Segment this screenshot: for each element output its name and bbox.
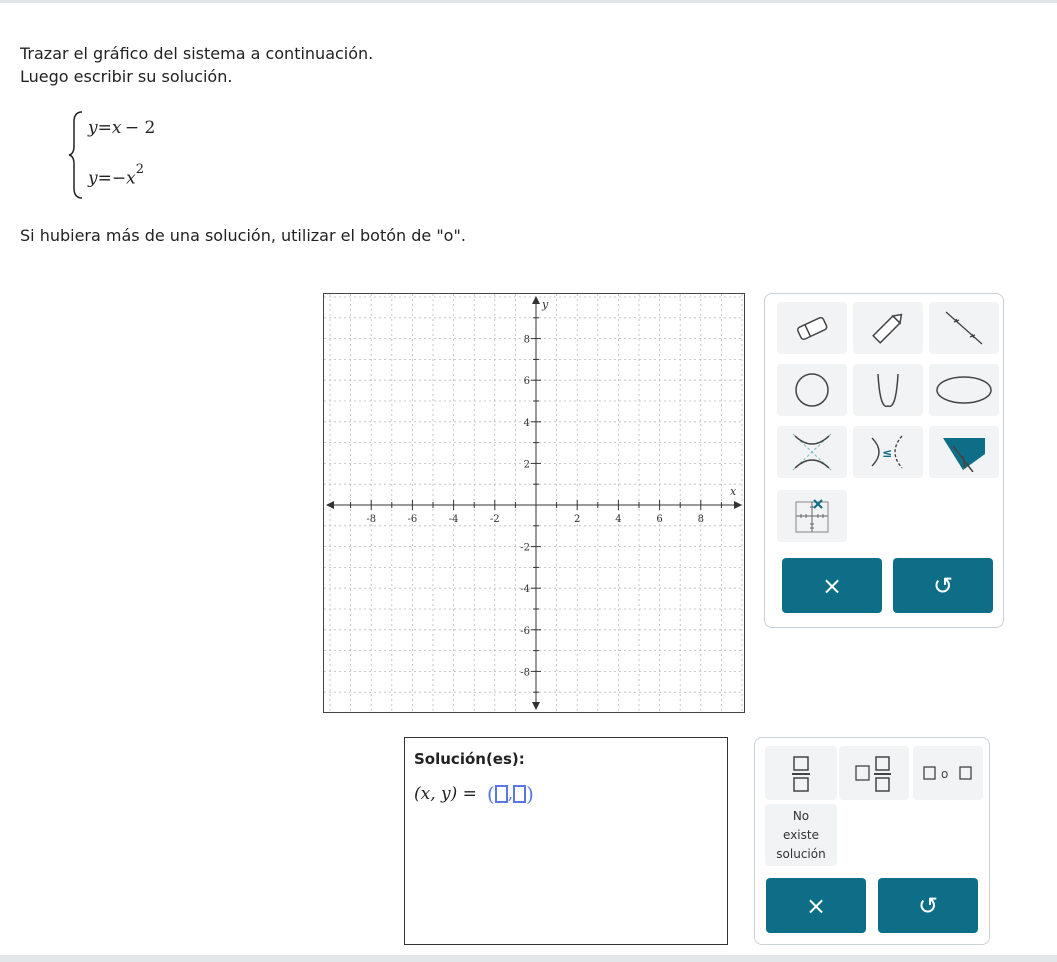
x-tick-label: 4	[615, 514, 622, 525]
graph-tool-panel	[764, 293, 1004, 628]
circle-icon	[792, 370, 832, 410]
eraser-tool-button[interactable]	[777, 302, 847, 354]
fraction-button[interactable]	[765, 746, 837, 800]
solution-box	[404, 737, 728, 945]
y-tick-label: 4	[523, 417, 530, 429]
svg-text:≤: ≤	[882, 446, 893, 460]
x-tick-label: -8	[366, 514, 377, 525]
ellipse-icon	[934, 370, 994, 410]
or-icon	[921, 762, 975, 784]
equation-system	[68, 110, 208, 200]
parabola-icon	[868, 370, 908, 410]
graph-undo-button[interactable]	[893, 558, 993, 613]
y-tick-label: 8	[523, 334, 530, 346]
instruction-line-2: Luego escribir su solución.	[20, 67, 233, 86]
no-solution-label: No existe solución	[776, 808, 826, 861]
or-button[interactable]	[913, 746, 983, 800]
point-icon	[792, 496, 832, 536]
x-axis-label: x	[730, 485, 737, 498]
x-tick-label: -4	[448, 514, 459, 525]
inequality-tool-button[interactable]	[853, 426, 923, 478]
graph-clear-button[interactable]	[782, 558, 882, 613]
svg-text:o: o	[941, 767, 949, 781]
shade-icon	[939, 432, 989, 472]
x-answer-input[interactable]	[495, 785, 508, 803]
pencil-icon	[868, 310, 908, 346]
x-tick-label: -6	[407, 514, 418, 525]
x-tick-label: 2	[574, 514, 581, 525]
instruction-line-1: Trazar el gráfico del sistema a continuación.	[20, 44, 374, 63]
clear-icon: ×	[805, 891, 827, 920]
top-divider	[0, 0, 1057, 3]
x-axis-arrow-right	[734, 501, 742, 509]
y-axis-label: y	[542, 298, 549, 311]
y-axis-arrow-up	[532, 296, 540, 304]
fraction-icon	[789, 753, 813, 793]
coordinate-plane[interactable]	[324, 294, 744, 712]
no-solution-button[interactable]	[765, 804, 837, 866]
comma: ,	[507, 784, 514, 804]
line-tool-button[interactable]	[929, 302, 999, 354]
y-tick-label: -2	[520, 542, 530, 554]
point-tool-button[interactable]	[777, 490, 847, 542]
multi-solution-instruction: Si hubiera más de una solución, utilizar el botón de "o".	[20, 226, 466, 245]
x-axis-arrow-left	[326, 501, 334, 509]
solution-answer	[414, 782, 534, 806]
ellipse-tool-button[interactable]	[929, 364, 999, 416]
equation-2: $y=-x^2$	[88, 162, 144, 189]
undo-icon: ↺	[932, 571, 954, 600]
y-tick-label: 6	[523, 376, 530, 388]
shade-tool-button[interactable]	[929, 426, 999, 478]
circle-tool-button[interactable]	[777, 364, 847, 416]
y-answer-input[interactable]	[513, 785, 526, 803]
y-axis-arrow-down	[532, 702, 540, 710]
answer-undo-button[interactable]	[878, 878, 978, 933]
y-tick-label: -6	[520, 625, 530, 637]
y-tick-label: 2	[523, 459, 530, 471]
solution-lhs: (x, y) =	[414, 784, 477, 804]
eraser-icon	[792, 313, 832, 343]
mixed-number-icon	[852, 753, 896, 793]
mixed-number-button[interactable]	[839, 746, 909, 800]
math-tool-panel	[754, 737, 990, 945]
system-brace	[68, 110, 86, 200]
hyperbola-icon	[787, 430, 837, 474]
line-icon	[942, 308, 986, 348]
x-tick-label: 8	[697, 514, 704, 525]
answer-clear-button[interactable]	[766, 878, 866, 933]
clear-icon: ×	[821, 571, 843, 600]
x-tick-label: -2	[489, 514, 500, 525]
parabola-tool-button[interactable]	[853, 364, 923, 416]
hyperbola-tool-button[interactable]	[777, 426, 847, 478]
y-tick-label: -8	[520, 667, 530, 679]
x-tick-label: 6	[656, 514, 663, 525]
inequality-icon	[866, 432, 910, 472]
open-paren: (	[486, 782, 495, 806]
bottom-divider	[0, 955, 1057, 962]
equation-1: y=x − 2	[88, 118, 156, 138]
undo-icon: ↺	[917, 891, 939, 920]
y-tick-label: -4	[520, 584, 530, 596]
solution-label: Solución(es):	[414, 750, 525, 768]
close-paren: )	[526, 782, 534, 806]
pencil-tool-button[interactable]	[853, 302, 923, 354]
graph-canvas[interactable]	[323, 293, 745, 713]
